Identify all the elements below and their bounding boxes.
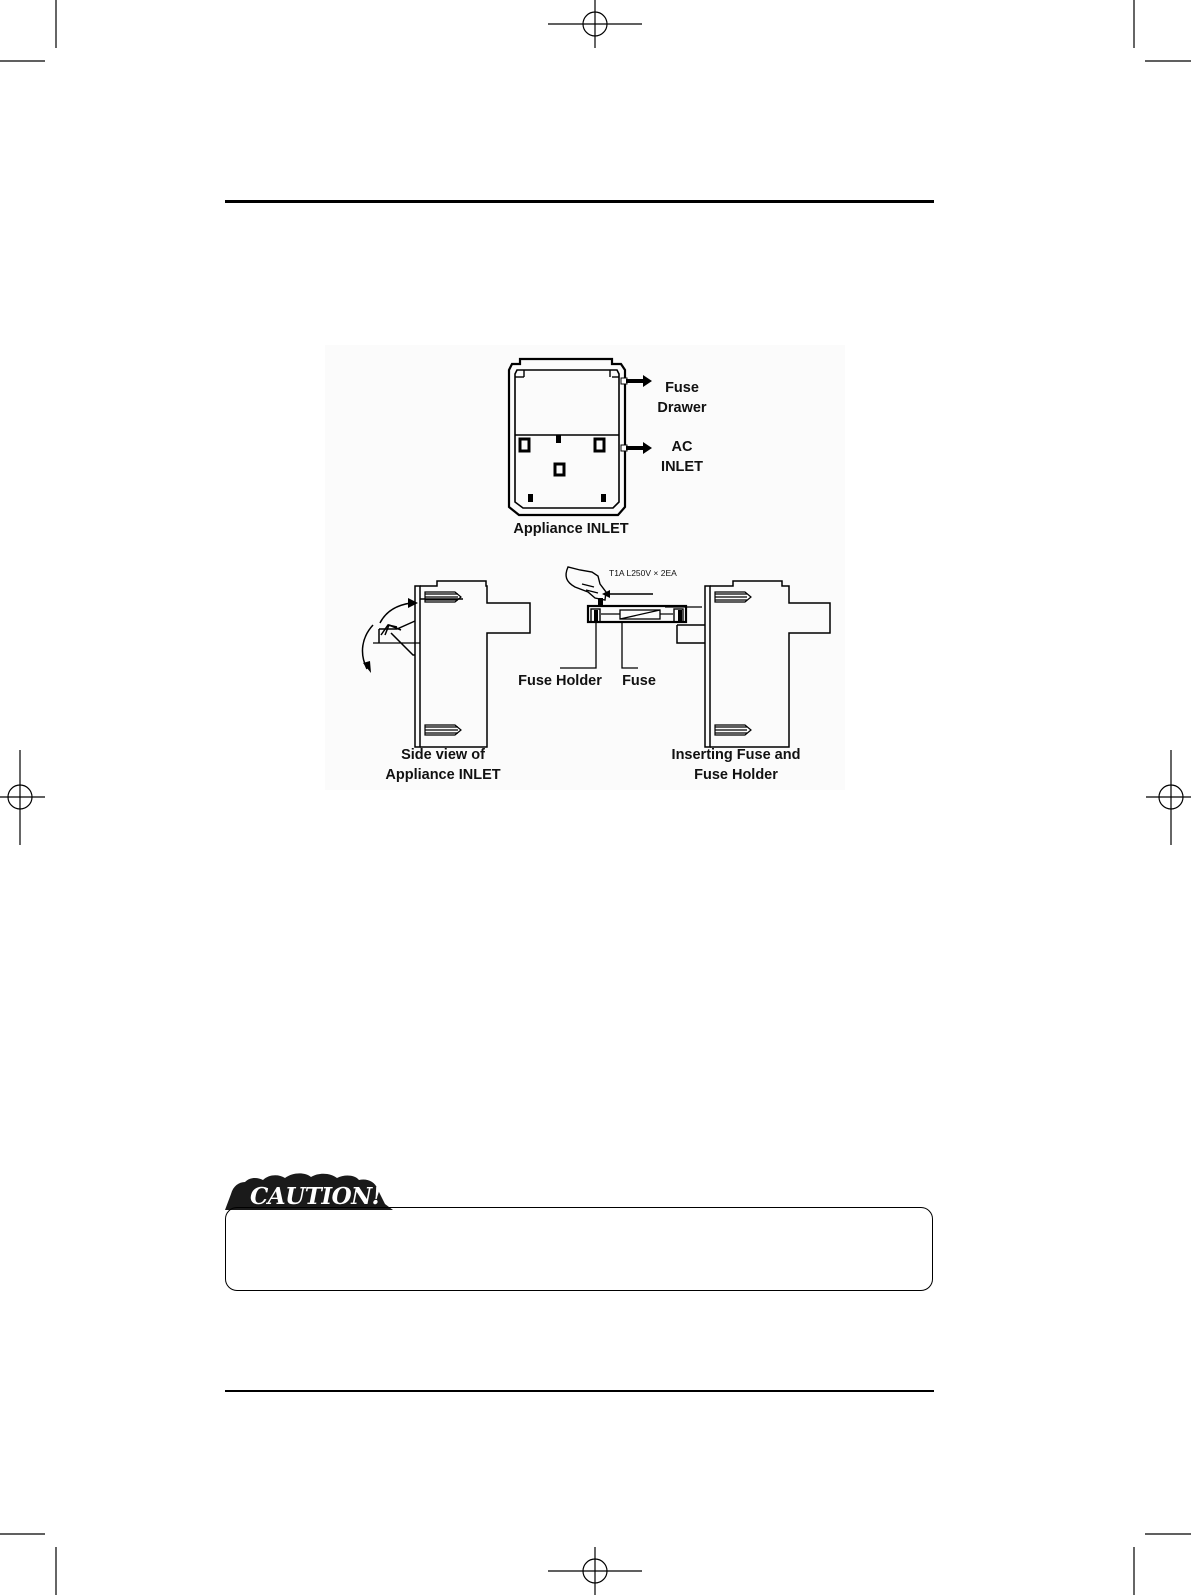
side-view-caption-line1: Side view of — [401, 747, 485, 763]
insert-view-caption-line2: Fuse Holder — [694, 767, 778, 783]
ac-inlet-label-line2: INLET — [661, 459, 703, 475]
fuse-drawer-label-line2: Drawer — [657, 400, 707, 416]
side-view-caption-line2: Appliance INLET — [385, 767, 501, 783]
appliance-inlet-front-diagram — [500, 352, 670, 522]
fuse-holder-label: Fuse Holder — [518, 673, 602, 689]
fuse-label: Fuse — [622, 673, 656, 689]
insert-fuse-diagram — [675, 575, 835, 750]
caution-box — [225, 1207, 933, 1291]
footer-rule — [225, 1390, 934, 1392]
fuse-drawer-label-line1: Fuse — [665, 380, 699, 396]
insert-view-caption-line1: Inserting Fuse and — [671, 747, 801, 763]
appliance-inlet-caption: Appliance INLET — [513, 521, 629, 537]
header-rule — [225, 200, 934, 203]
fuse-rating-label: T1A L250V × 2EA — [609, 568, 677, 578]
side-view-diagram — [345, 575, 535, 750]
ac-inlet-label-line1: AC — [671, 439, 693, 455]
caution-badge-label: CAUTION! — [250, 1183, 382, 1210]
